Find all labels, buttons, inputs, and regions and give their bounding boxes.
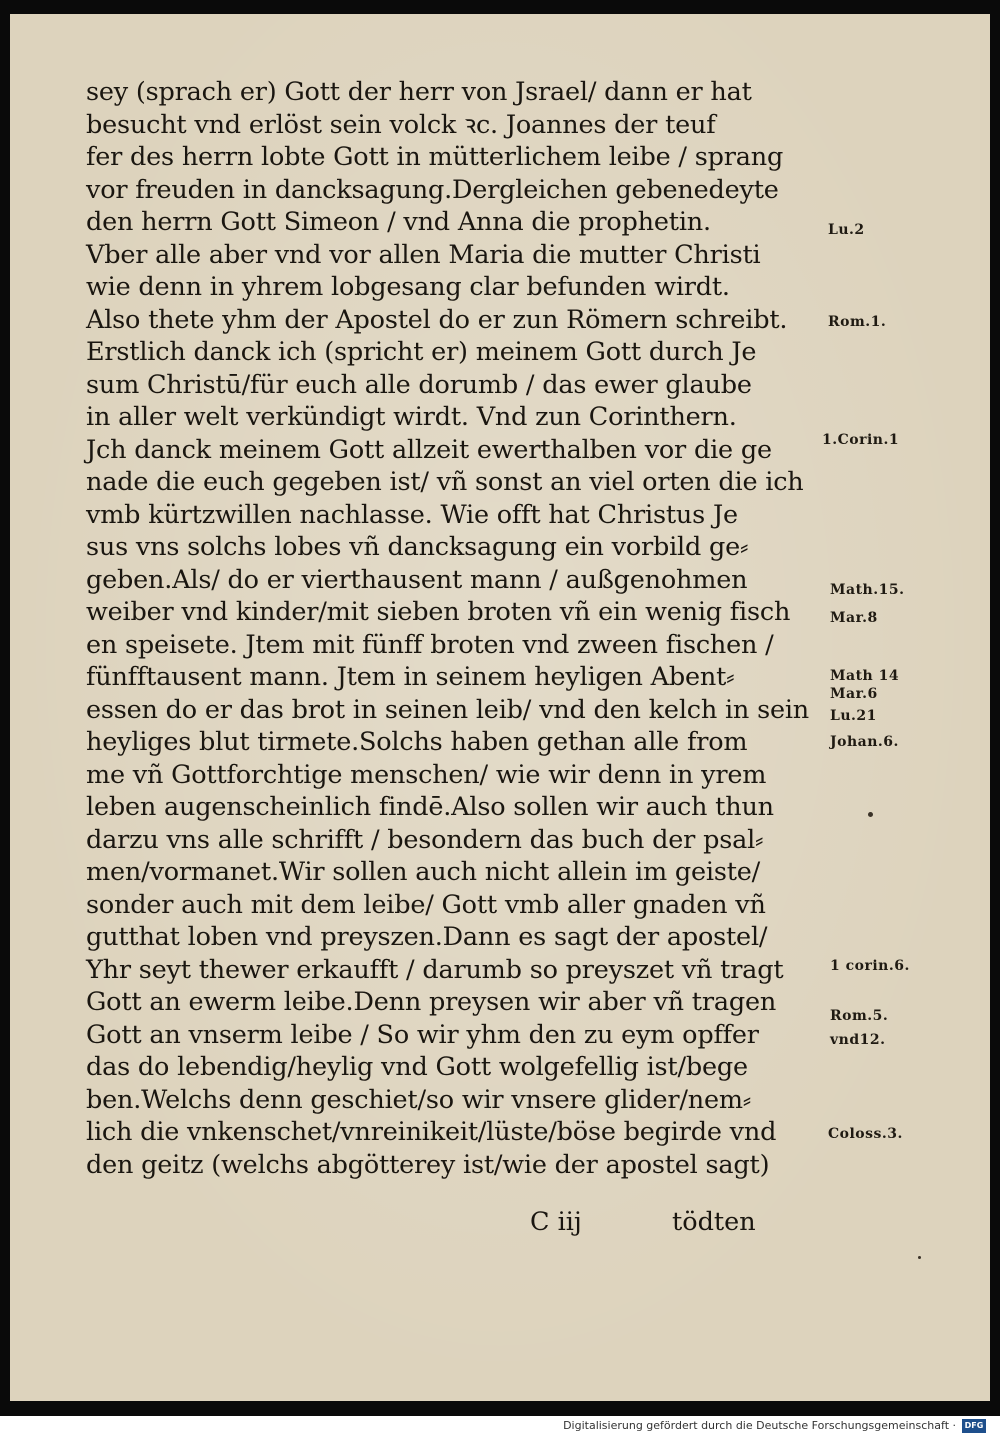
margin-note-matthew-14: Math 14 <box>830 668 900 684</box>
margin-note-romans-1: Rom.1. <box>828 314 887 330</box>
credit-text: Digitalisierung gefördert durch die Deutsche Forschungsgemeinschaft · <box>563 1419 956 1432</box>
margin-note-colossians-3: Coloss.3. <box>828 1126 903 1142</box>
margin-note-luke-21: Lu.21 <box>830 708 877 724</box>
book-page <box>10 14 990 1401</box>
text-line: fer des herrn lobte Gott in mütterlichem leibe / sprang <box>86 142 784 172</box>
text-line: den herrn Gott Simeon / vnd Anna die prophetin. <box>86 207 711 237</box>
text-line: Jch danck meinem Gott allzeit ewerthalben vor die ge <box>86 434 772 465</box>
text-line: leben augenscheinlich findē.Also sollen wir auch thun <box>86 792 774 822</box>
text-line: wie denn in yhrem lobgesang clar befunden wirdt. <box>86 272 730 302</box>
text-line: vor freuden in dancksagung.Dergleichen gebenedeyte <box>86 174 779 205</box>
ink-speck <box>918 1256 921 1259</box>
text-line: Vber alle aber vnd vor allen Maria die mutter Christi <box>86 239 761 270</box>
text-line: Gott an ewerm leibe.Denn preysen wir aber vñ tragen <box>86 987 777 1017</box>
text-line: in aller welt verkündigt wirdt. Vnd zun Corinthern. <box>86 402 737 432</box>
text-line: sum Christū/für euch alle dorumb / das ewer glaube <box>86 369 752 400</box>
text-line: men/vormanet.Wir sollen auch nicht allein im geiste/ <box>86 857 761 887</box>
text-line: gutthat loben vnd preyszen.Dann es sagt der apostel/ <box>86 922 768 952</box>
margin-note-corinthians-6: 1 corin.6. <box>830 958 910 974</box>
text-line: Erstlich danck ich (spricht er) meinem Gott durch Je <box>86 337 757 367</box>
text-line: en speisete. Jtem mit fünff broten vnd zween fischen / <box>86 629 774 660</box>
text-line: Also thete yhm der Apostel do er zun Römern schreibt. <box>86 304 788 335</box>
text-line: Yhr seyt thewer erkaufft / darumb so preyszet vñ tragt <box>86 954 784 985</box>
ink-speck <box>868 812 873 817</box>
margin-note-matthew-15: Math.15. <box>830 582 905 598</box>
text-line: weiber vnd kinder/mit sieben broten vñ ein wenig fisch <box>86 597 791 627</box>
body-text <box>86 76 846 1181</box>
text-line: ben.Welchs denn geschiet/so wir vnsere glider/nem⸗ <box>86 1084 752 1115</box>
margin-note-john-6: Johan.6. <box>830 734 899 750</box>
margin-note-romans-5: Rom.5. <box>830 1008 889 1024</box>
margin-note-corinthians-1: 1.Corin.1 <box>822 432 900 448</box>
text-line: besucht vnd erlöst sein volck ꝛc. Joannes der teuf <box>86 109 716 140</box>
text-line: den geitz (welchs abgötterey ist/wie der apostel sagt) <box>86 1149 770 1180</box>
text-line: essen do er das brot in seinen leib/ vnd den kelch in sein <box>86 694 810 725</box>
catchword: tödten <box>672 1207 756 1237</box>
text-line: fünfftausent mann. Jtem in seinem heyligen Abent⸗ <box>86 662 735 692</box>
text-line: geben.Als/ do er vierthausent mann / außgenohmen <box>86 564 748 595</box>
text-line: nade die euch gegeben ist/ vñ sonst an viel orten die ich <box>86 467 804 497</box>
text-line: darzu vns alle schrifft / besondern das buch der psal⸗ <box>86 824 764 855</box>
text-line: sonder auch mit dem leibe/ Gott vmb aller gnaden vñ <box>86 889 766 920</box>
text-line: sus vns solchs lobes vñ dancksagung ein vorbild ge⸗ <box>86 532 749 562</box>
margin-note-mark-8: Mar.8 <box>830 610 878 626</box>
margin-note-mark-6: Mar.6 <box>830 686 878 702</box>
text-line: das do lebendig/heylig vnd Gott wolgefellig ist/bege <box>86 1052 748 1082</box>
margin-note-luke-2: Lu.2 <box>828 222 865 238</box>
margin-note-and-12: vnd12. <box>830 1032 886 1048</box>
dfg-logo: DFG <box>962 1419 986 1433</box>
text-line: vmb kürtzwillen nachlasse. Wie offt hat Christus Je <box>86 499 738 530</box>
text-line: me vñ Gottforchtige menschen/ wie wir denn in yrem <box>86 759 767 790</box>
text-line: sey (sprach er) Gott der herr von Jsrael/ dann er hat <box>86 77 752 107</box>
credit-bar <box>0 1416 1000 1438</box>
signature-mark: C iij <box>530 1207 582 1237</box>
text-line: lich die vnkenschet/vnreinikeit/lüste/böse begirde vnd <box>86 1117 777 1147</box>
text-line: Gott an vnserm leibe / So wir yhm den zu eym opffer <box>86 1019 759 1050</box>
text-line: heyliges blut tirmete.Solchs haben gethan alle from <box>86 727 748 757</box>
